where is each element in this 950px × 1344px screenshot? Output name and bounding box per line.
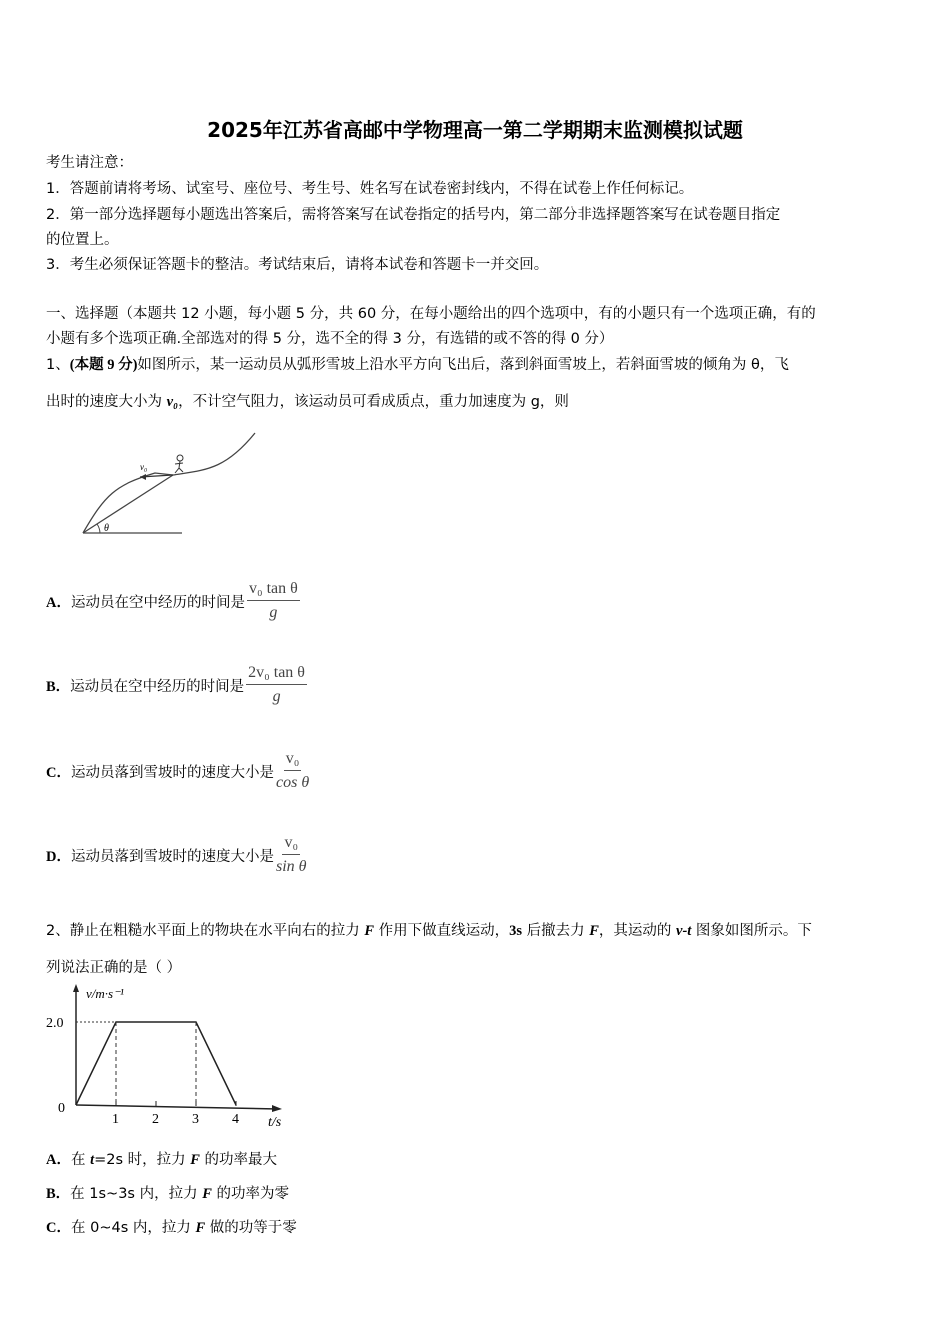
page-title: 2025年江苏省高邮中学物理高一第二学期期末监测模拟试题 — [207, 118, 743, 142]
y-axis-label: v/m·s⁻¹ — [86, 986, 124, 1001]
q2-option-c[interactable]: C．在 0~4s 内，拉力 F 做的功等于零 — [46, 1220, 297, 1236]
q1-stem-cont: 出时的速度大小为 v₀，不计空气阻力，该运动员可看成质点，重力加速度为 g，则 — [46, 394, 569, 410]
notice-item: 1．答题前请将考场、试室号、座位号、考生号、姓名写在试卷密封线内，不得在试卷上作任何标记。 — [46, 181, 694, 197]
section-heading-cont: 小题有多个选项正确.全部选对的得 5 分，选不全的得 3 分，有选错的或不答的得 0 分） — [46, 331, 614, 347]
notice-item: 3．考生必须保证答题卡的整洁。考试结束后，请将本试卷和答题卡一并交回。 — [46, 257, 549, 273]
q1-option-d[interactable]: D． 运动员落到雪坡时的速度大小是 $\frac{\text{v₀}}{\text{sin θ}}$ — [46, 834, 307, 875]
q1-option-c[interactable]: C． 运动员落到雪坡时的速度大小是 $\frac{\text{v₀}}{\text{cos θ}}$ — [46, 750, 310, 791]
q1-option-b[interactable]: B． 运动员在空中经历的时间是 $\frac{\text{2v₀ tan θ}}{g}$ — [46, 664, 305, 705]
notice-item: 的位置上。 — [46, 232, 119, 248]
formula: $\frac{\text{v₀}}{\text{cos θ}}$ — [275, 750, 310, 791]
formula: $\frac{\text{2v₀ tan θ}}{g}$ — [248, 664, 305, 705]
section-heading: 一、选择题（本题共 12 小题，每小题 5 分，共 60 分，在每小题给出的四个选项中，有的小题只有一个选项正确，有的 — [46, 306, 816, 322]
q2-stem-cont: 列说法正确的是（ ） — [46, 960, 182, 976]
origin-label: 0 — [58, 1101, 65, 1116]
notice-heading: 考生请注意： — [46, 155, 133, 171]
vt-series-line — [76, 1022, 236, 1105]
q1-number: 1、 — [46, 357, 70, 373]
q1-stem — [46, 353, 789, 374]
x-tick-label: 1 — [112, 1112, 119, 1127]
ski-slope-figure — [45, 425, 265, 540]
formula: $\frac{\text{v₀ tan θ}}{g}$ — [248, 580, 298, 621]
y-tick-label: 2.0 — [46, 1016, 64, 1031]
x-tick-label: 3 — [192, 1112, 199, 1127]
q2-option-a[interactable]: A．在 t=2s 时，拉力 F 的功率最大 — [46, 1152, 278, 1168]
v0-label: v₀ — [140, 462, 148, 472]
q1-text: 如图所示，某一运动员从弧形雪坡上沿水平方向飞出后，落到斜面雪坡上，若斜面雪坡的倾角为 θ，飞 — [137, 357, 789, 373]
q1-option-a[interactable]: A． 运动员在空中经历的时间是 $\frac{\text{v₀ tan θ}}{g}$ — [46, 580, 298, 621]
q2-option-b[interactable]: B．在 1s~3s 内，拉力 F 的功率为零 — [46, 1186, 289, 1202]
formula: $\frac{\text{v₀}}{\text{sin θ}}$ — [275, 834, 307, 875]
x-tick-label: 2 — [152, 1112, 159, 1127]
notice-item: 2．第一部分选择题每小题选出答案后，需将答案写在试卷指定的括号内，第二部分非选择题答案写在试卷题目指定 — [46, 207, 781, 223]
x-axis — [76, 1105, 278, 1109]
x-tick-label: 4 — [232, 1112, 239, 1127]
q2-stem: 2、静止在粗糙水平面上的物块在水平向右的拉力 F 作用下做直线运动，3s 后撤去力 F，其运动的 v-t 图象如图所示。下 — [46, 923, 812, 939]
q1-score: (本题 9 分) — [69, 357, 138, 373]
angle-label: θ — [104, 523, 109, 534]
x-axis-label: t/s — [268, 1115, 282, 1130]
vt-graph — [40, 980, 300, 1130]
